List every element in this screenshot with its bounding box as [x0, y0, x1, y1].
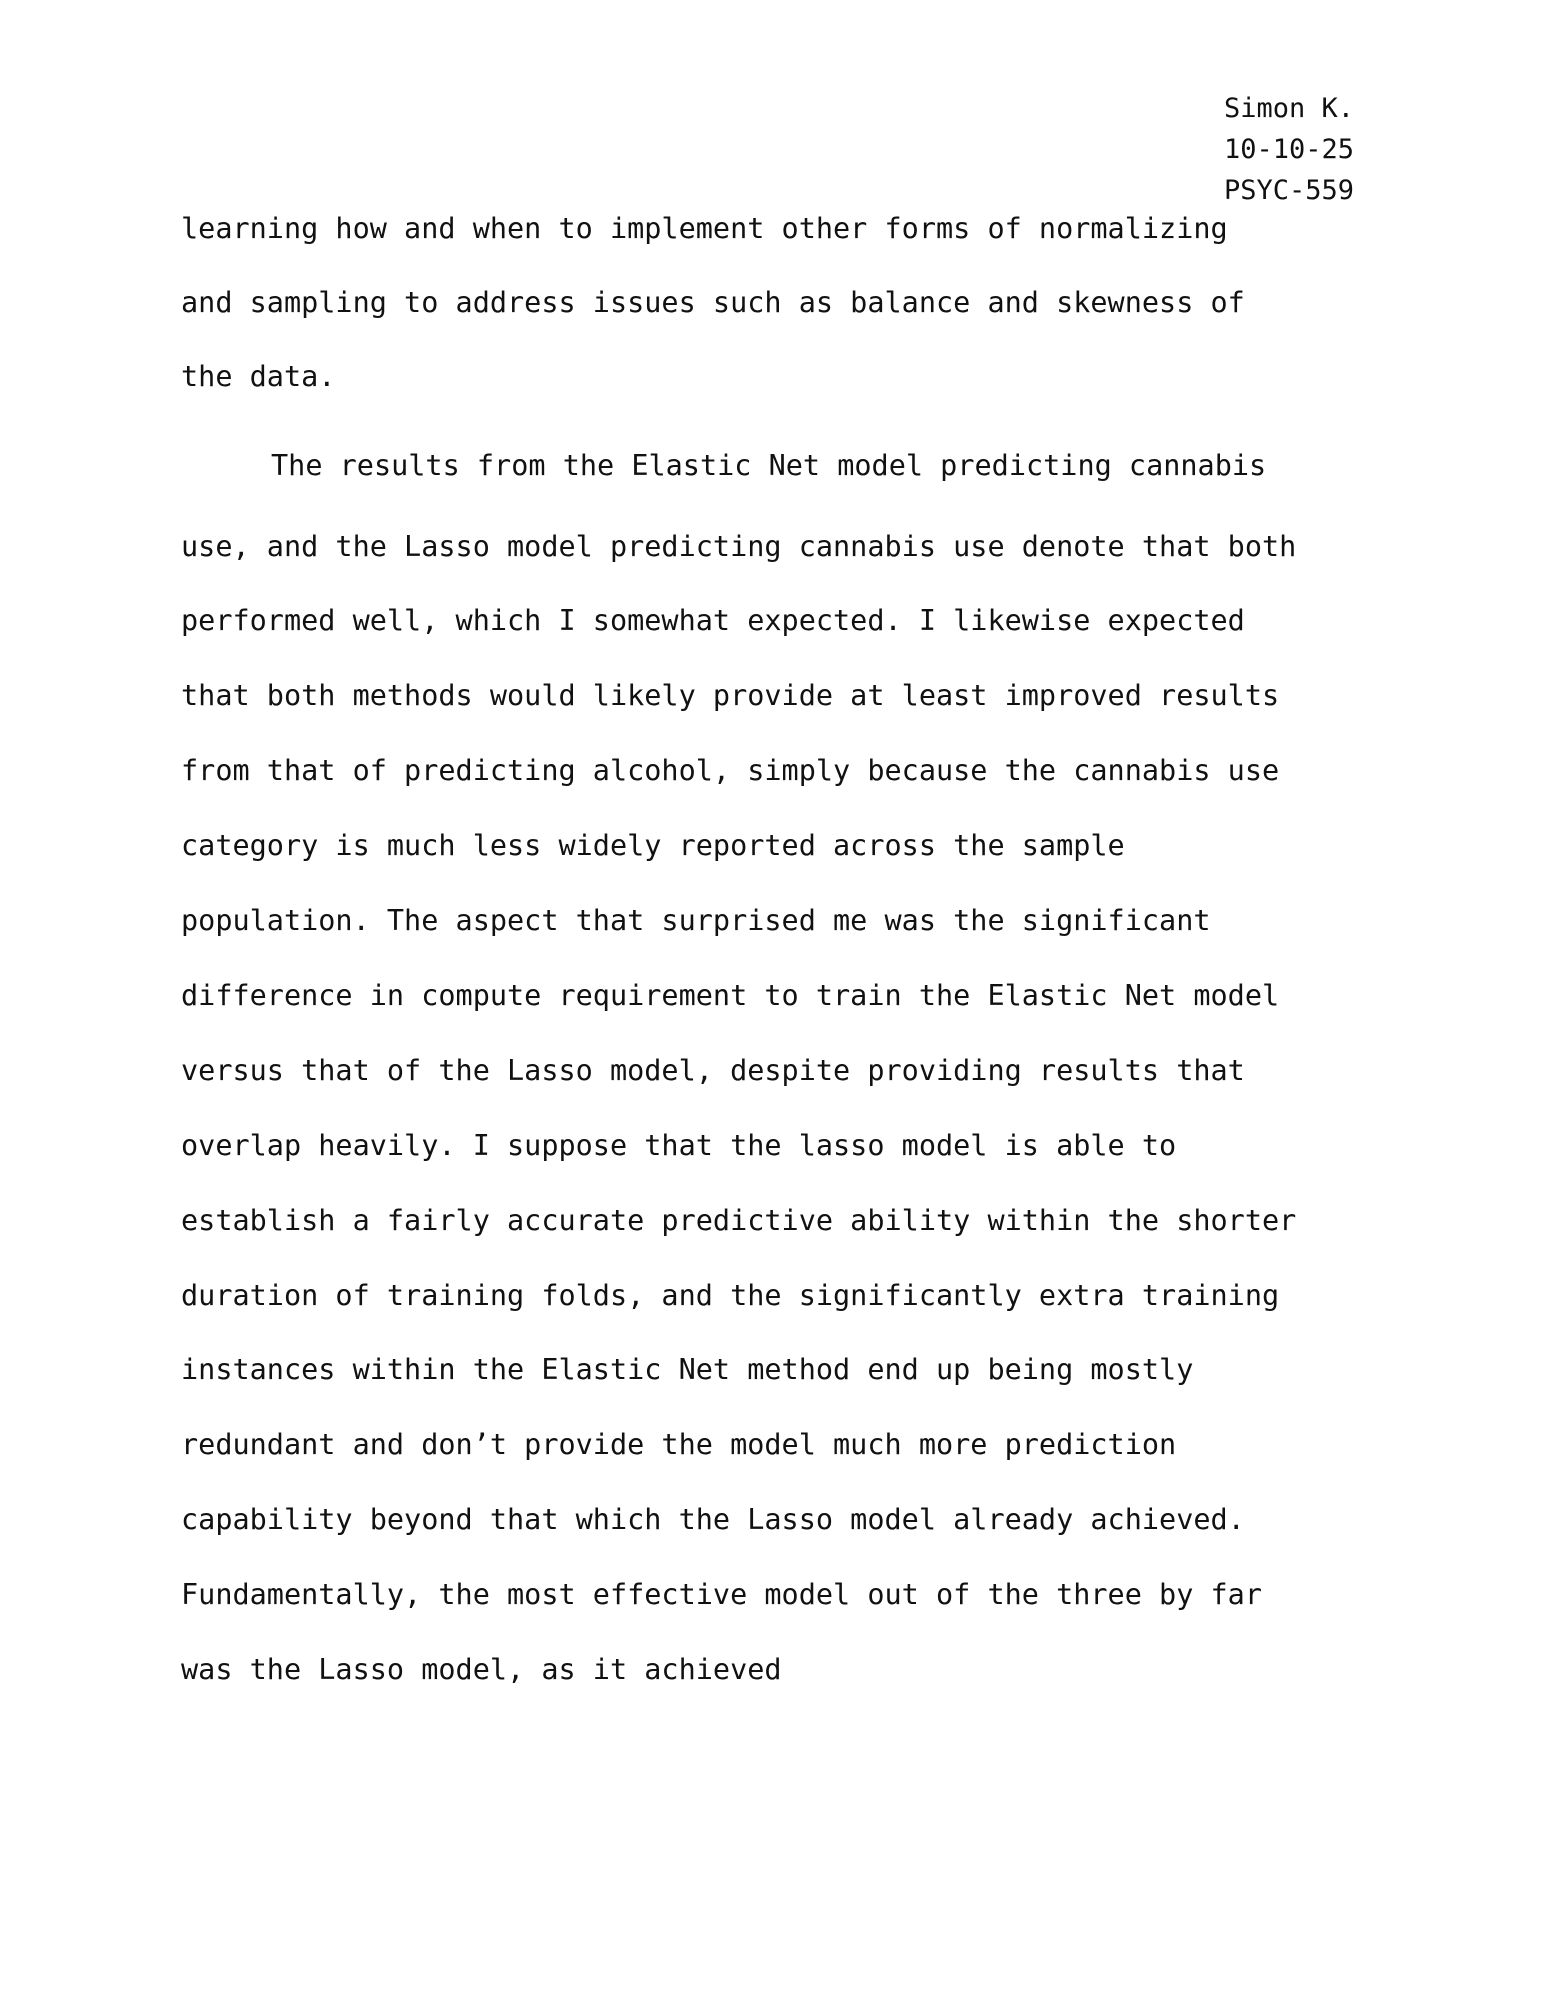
- text-line: instances within the Elastic Net method end up being mostly: [181, 1353, 1194, 1386]
- course-code: PSYC-559: [1223, 175, 1354, 206]
- text-line: use, and the Lasso model predicting cannabis use denote that both: [181, 530, 1297, 563]
- text-line: The results from the Elastic Net model predicting cannabis: [271, 449, 1267, 482]
- text-line: capability beyond that which the Lasso model already achieved.: [181, 1503, 1245, 1536]
- text-line: duration of training folds, and the significantly extra training: [181, 1279, 1280, 1312]
- document-date: 10-10-25: [1223, 134, 1354, 165]
- text-line: difference in compute requirement to train the Elastic Net model: [181, 979, 1280, 1012]
- text-line: learning how and when to implement other forms of normalizing: [181, 212, 1228, 245]
- text-line: and sampling to address issues such as balance and skewness of: [181, 286, 1245, 319]
- author-name: Simon K.: [1223, 93, 1354, 124]
- text-line: overlap heavily. I suppose that the lasso model is able to: [181, 1129, 1177, 1162]
- text-line: from that of predicting alcohol, simply because the cannabis use: [181, 754, 1280, 787]
- text-line: category is much less widely reported across the sample: [181, 829, 1125, 862]
- text-line: Fundamentally, the most effective model out of the three by far: [181, 1578, 1262, 1611]
- text-line: was the Lasso model, as it achieved: [181, 1653, 782, 1686]
- document-header: [1224, 88, 1354, 211]
- text-line: performed well, which I somewhat expected. I likewise expected: [181, 604, 1245, 637]
- text-line: the data.: [181, 360, 336, 393]
- text-line: establish a fairly accurate predictive ability within the shorter: [181, 1204, 1297, 1237]
- text-line: population. The aspect that surprised me was the significant: [181, 904, 1211, 937]
- text-line: versus that of the Lasso model, despite providing results that: [181, 1054, 1245, 1087]
- text-line: redundant and don’t provide the model much more prediction: [181, 1428, 1177, 1461]
- text-line: that both methods would likely provide at least improved results: [181, 679, 1280, 712]
